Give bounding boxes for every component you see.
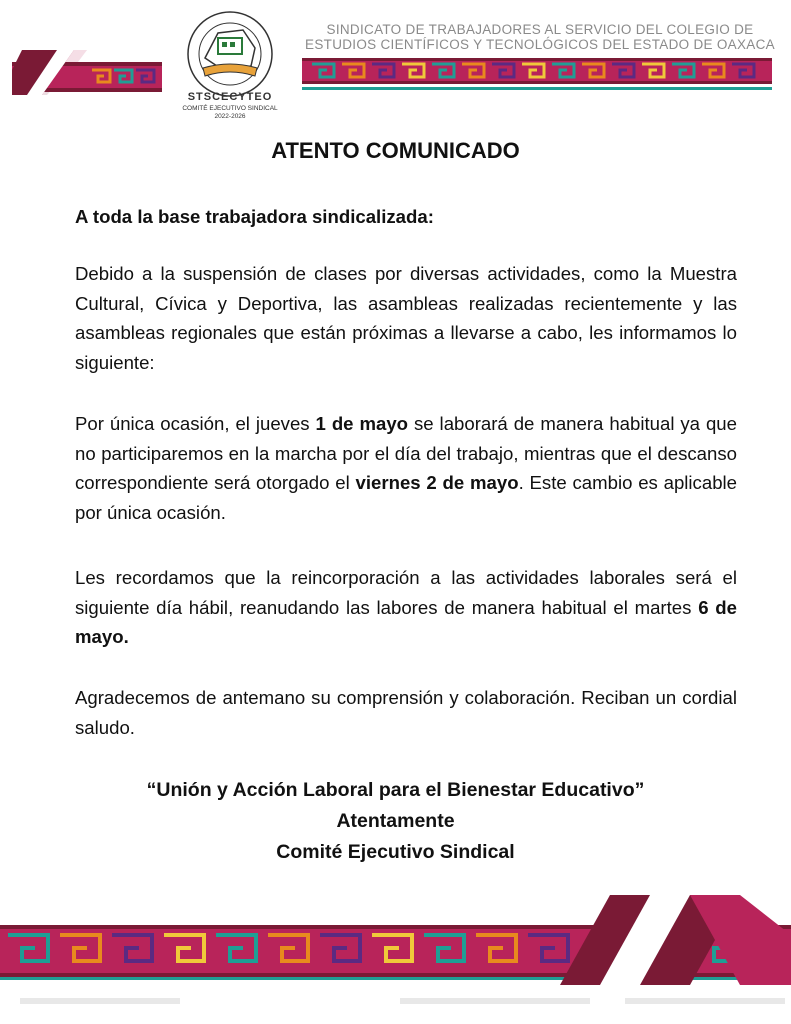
greeting: A toda la base trabajadora sindicalizada: — [75, 206, 434, 227]
organization-name — [305, 22, 775, 52]
footer-line-right — [625, 998, 785, 1004]
p2-bold-1: 1 de mayo — [315, 413, 409, 434]
top-decorative-band — [12, 50, 782, 100]
logo-acronym: STSCECYTEO — [187, 91, 273, 103]
paragraph-1: Debido a la suspensión de clases por diversas actividades, como la Muestra Cultural, Cívica y Deportiva, las asambleas realizadas recientemente y las asambleas regionales que están próximas a llevarse a cabo, les informamos lo siguiente: — [75, 263, 737, 373]
footer-line-left — [20, 998, 180, 1004]
p2-bold-2: viernes 2 de mayo — [355, 472, 519, 493]
footer-line-mid — [400, 998, 590, 1004]
p2-text-3: . Este cambio es aplicable por única ocasión. — [75, 472, 738, 523]
p2-text-1: Por única ocasión, el jueves — [75, 413, 316, 434]
bottom-decorative-band — [0, 895, 791, 995]
closing-block — [0, 775, 791, 868]
logo-period: 2022-2026 — [214, 113, 246, 120]
union-logo — [163, 8, 297, 124]
paragraph-3 — [75, 563, 737, 652]
signer: Comité Ejecutivo Sindical — [276, 841, 515, 863]
p3-text-1: Les recordamos que la reincorporación a las actividades laborales será el siguiente día hábil, reanudando las labores de manera habitual el martes — [75, 567, 737, 618]
motto: “Unión y Acción Laboral para el Bienestar Educativo” — [146, 779, 645, 801]
org-name-line2: ESTUDIOS CIENTÍFICOS Y TECNOLÓGICOS DEL ESTADO DE OAXACA — [305, 37, 775, 52]
letterhead — [0, 0, 791, 130]
document-title: ATENTO COMUNICADO — [271, 138, 520, 163]
p2-text-2: se laborará de manera habitual ya que no participaremos en la marcha por el día del trabajo, mientras que el descanso correspondiente será otorgado el — [75, 413, 737, 493]
signoff: Atentamente — [336, 810, 455, 832]
logo-committee: COMITÉ EJECUTIVO SINDICAL — [182, 105, 278, 112]
paragraph-2 — [75, 409, 737, 527]
paragraph-4: Agradecemos de antemano su comprensión y colaboración. Reciban un cordial saludo. — [75, 687, 737, 738]
p3-bold-1: 6 de mayo. — [75, 596, 737, 647]
org-name-line1: SINDICATO DE TRABAJADORES AL SERVICIO DEL COLEGIO DE — [326, 22, 754, 37]
